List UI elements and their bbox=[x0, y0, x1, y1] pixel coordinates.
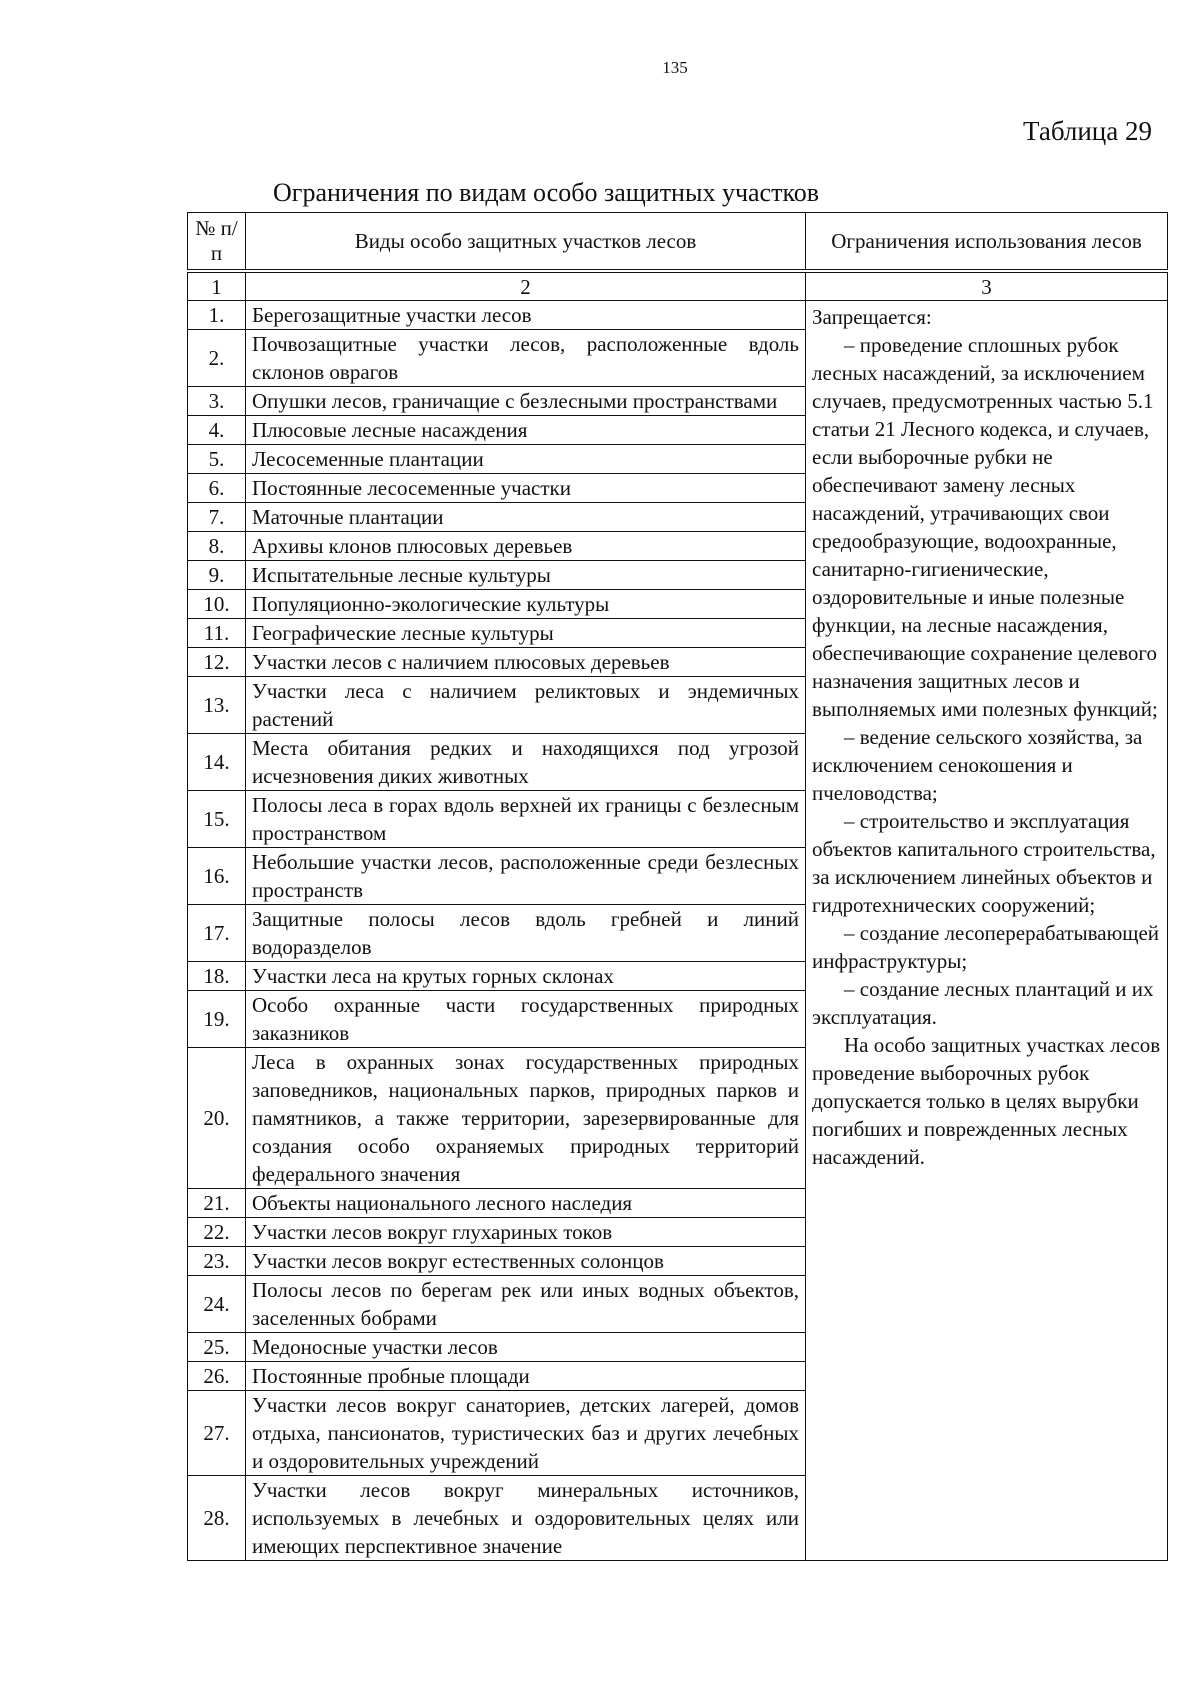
row-kind: Географические лесные культуры bbox=[246, 619, 806, 648]
row-number: 23. bbox=[188, 1247, 246, 1276]
row-number: 28. bbox=[188, 1476, 246, 1561]
table-title: Ограничения по видам особо защитных участков bbox=[273, 178, 820, 207]
row-kind: Постоянные лесосеменные участки bbox=[246, 474, 806, 503]
row-kind: Полосы лесов по берегам рек или иных водных объектов, заселенных бобрами bbox=[246, 1276, 806, 1333]
table-row bbox=[188, 301, 1168, 330]
row-number: 19. bbox=[188, 991, 246, 1048]
row-number: 27. bbox=[188, 1391, 246, 1476]
row-number: 15. bbox=[188, 791, 246, 848]
restriction-note: На особо защитных участках лесов проведение выборочных рубок допускается только в целях вырубки погибших и поврежденных лесных насаждений. bbox=[812, 1033, 1161, 1169]
restriction-item3: – строительство и эксплуатация объектов капитального строительства, за исключением линейных объектов и гидротехнических сооружений; bbox=[812, 809, 1156, 917]
row-number: 12. bbox=[188, 648, 246, 677]
table-label: Таблица 29 bbox=[1023, 116, 1152, 146]
row-number: 17. bbox=[188, 905, 246, 962]
restriction-item1: – проведение сплошных рубок лесных насаждений, за исключением случаев, предусмотренных частью 5.1 статьи 21 Лесного кодекса, и случаев, если выборочные рубки не обеспечивают замену лесных насаждений, утрачивающих свои средообразующие, водоохранные, санитарно-гигиенические, оздоровительные и иные полезные функции, на лесные насаждения, обеспечивающие сохранение целевого назначения защитных лесов и выполняемых ими полезных функций; bbox=[812, 333, 1158, 721]
row-kind: Почвозащитные участки лесов, расположенные вдоль склонов оврагов bbox=[246, 330, 806, 387]
restriction-item5: – создание лесных плантаций и их эксплуатация. bbox=[812, 977, 1154, 1029]
row-number: 25. bbox=[188, 1333, 246, 1362]
row-number: 2. bbox=[188, 330, 246, 387]
row-number: 3. bbox=[188, 387, 246, 416]
row-kind: Плюсовые лесные насаждения bbox=[246, 416, 806, 445]
row-kind: Участки лесов вокруг глухариных токов bbox=[246, 1218, 806, 1247]
page-number: 135 bbox=[662, 58, 688, 77]
row-number: 1. bbox=[188, 301, 246, 330]
row-number: 9. bbox=[188, 561, 246, 590]
row-number: 16. bbox=[188, 848, 246, 905]
row-kind: Лесосеменные плантации bbox=[246, 445, 806, 474]
row-kind: Небольшие участки лесов, расположенные среди безлесных пространств bbox=[246, 848, 806, 905]
header-kind: Виды особо защитных участков лесов bbox=[246, 213, 806, 272]
restriction-item2: – ведение сельского хозяйства, за исключением сенокошения и пчеловодства; bbox=[812, 725, 1143, 805]
row-kind: Маточные плантации bbox=[246, 503, 806, 532]
row-kind: Медоносные участки лесов bbox=[246, 1333, 806, 1362]
row-number: 20. bbox=[188, 1048, 246, 1189]
row-number: 18. bbox=[188, 962, 246, 991]
column-number: 1 bbox=[188, 271, 246, 301]
row-number: 5. bbox=[188, 445, 246, 474]
restrictions-cell bbox=[806, 301, 1168, 1561]
row-number: 7. bbox=[188, 503, 246, 532]
row-number: 8. bbox=[188, 532, 246, 561]
row-number: 13. bbox=[188, 677, 246, 734]
header-num: № п/п bbox=[188, 213, 246, 272]
row-kind: Популяционно-экологические культуры bbox=[246, 590, 806, 619]
row-kind: Участки леса с наличием реликтовых и эндемичных растений bbox=[246, 677, 806, 734]
row-kind: Полосы леса в горах вдоль верхней их границы с безлесным пространством bbox=[246, 791, 806, 848]
row-kind: Особо охранные части государственных природных заказников bbox=[246, 991, 806, 1048]
row-kind: Участки лесов вокруг минеральных источников, используемых в лечебных и оздоровительных целях или имеющих перспективное значение bbox=[246, 1476, 806, 1561]
row-kind: Участки лесов вокруг санаториев, детских лагерей, домов отдыха, пансионатов, туристических баз и других лечебных и оздоровительных учреждений bbox=[246, 1391, 806, 1476]
row-kind: Участки лесов вокруг естественных солонцов bbox=[246, 1247, 806, 1276]
row-number: 11. bbox=[188, 619, 246, 648]
row-number: 24. bbox=[188, 1276, 246, 1333]
row-number: 26. bbox=[188, 1362, 246, 1391]
row-kind: Участки леса на крутых горных склонах bbox=[246, 962, 806, 991]
row-kind: Участки лесов с наличием плюсовых деревьев bbox=[246, 648, 806, 677]
row-number: 22. bbox=[188, 1218, 246, 1247]
row-kind: Берегозащитные участки лесов bbox=[246, 301, 806, 330]
row-kind: Опушки лесов, граничащие с безлесными пространствами bbox=[246, 387, 806, 416]
row-kind: Архивы клонов плюсовых деревьев bbox=[246, 532, 806, 561]
column-number: 2 bbox=[246, 271, 806, 301]
row-number: 4. bbox=[188, 416, 246, 445]
table-header-row bbox=[188, 213, 1168, 272]
row-number: 6. bbox=[188, 474, 246, 503]
row-kind: Объекты национального лесного наследия bbox=[246, 1189, 806, 1218]
column-numbers-row bbox=[188, 271, 1168, 301]
row-kind: Постоянные пробные площади bbox=[246, 1362, 806, 1391]
restriction-item4: – создание лесоперерабатывающей инфраструктуры; bbox=[812, 921, 1160, 973]
restrictions-table bbox=[187, 212, 1168, 1561]
restriction-intro: Запрещается: bbox=[812, 305, 932, 329]
column-number: 3 bbox=[806, 271, 1168, 301]
header-limits: Ограничения использования лесов bbox=[806, 213, 1168, 272]
row-number: 14. bbox=[188, 734, 246, 791]
row-kind: Леса в охранных зонах государственных природных заповедников, национальных парков, природных парков и памятников, а также территории, зарезервированные для создания особо охраняемых природных территорий федерального значения bbox=[246, 1048, 806, 1189]
row-kind: Защитные полосы лесов вдоль гребней и линий водоразделов bbox=[246, 905, 806, 962]
row-number: 10. bbox=[188, 590, 246, 619]
row-kind: Места обитания редких и находящихся под угрозой исчезновения диких животных bbox=[246, 734, 806, 791]
row-kind: Испытательные лесные культуры bbox=[246, 561, 806, 590]
row-number: 21. bbox=[188, 1189, 246, 1218]
